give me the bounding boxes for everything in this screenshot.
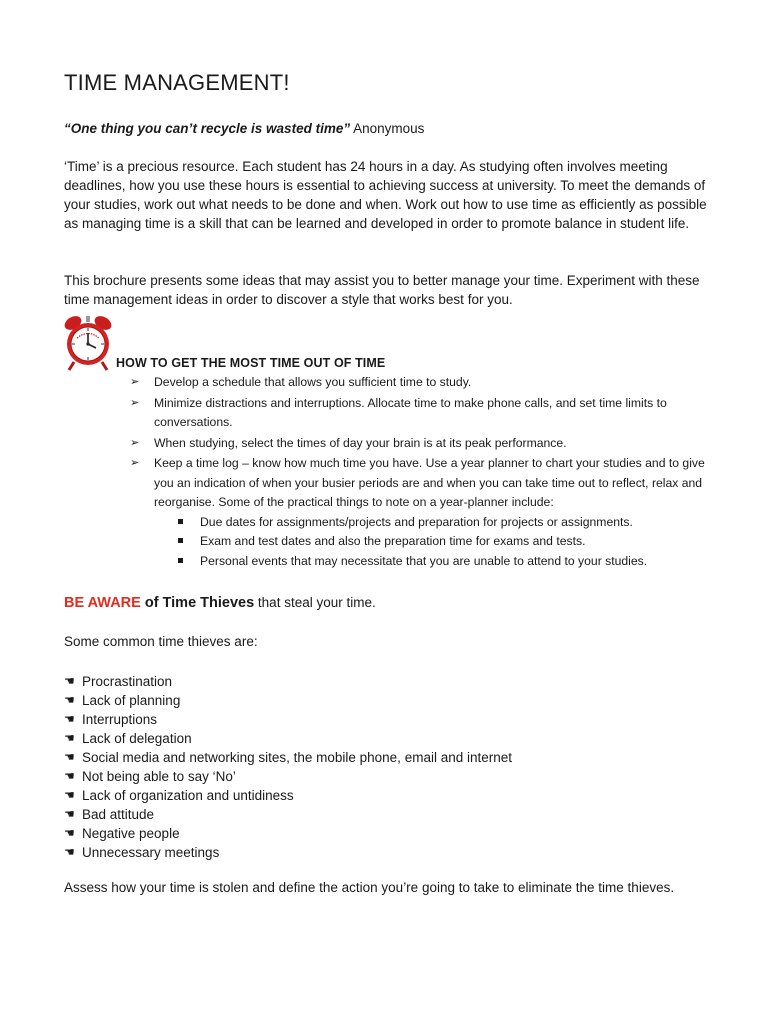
quote-text: “One thing you can’t recycle is wasted time” (64, 121, 351, 136)
brochure-paragraph: This brochure presents some ideas that may assist you to better manage your time. Experiment with these time management ideas in order to discover a style that works best for you. (64, 273, 700, 307)
arrow-bullet-icon: ➢ (130, 396, 140, 409)
pointing-hand-icon: ☚ (64, 807, 75, 821)
closing-paragraph: Assess how your time is stolen and define the action you’re going to take to eliminate the time thieves. (64, 880, 675, 895)
thief-text: Not being able to say ‘No’ (82, 769, 236, 784)
pointing-hand-icon: ☚ (64, 674, 75, 688)
section-heading: HOW TO GET THE MOST TIME OUT OF TIME (116, 356, 386, 370)
pointing-hand-icon: ☚ (64, 788, 75, 802)
pointing-hand-icon: ☚ (64, 845, 75, 859)
tip-text: Keep a time log – know how much time you have. Use a year planner to chart your studies and to give you an indication of when your busier periods are and when you can take time out to reflect, relax and reorganise. Some of the practical things to note on a year-planner include: (154, 456, 705, 509)
common-thieves-intro: Some common time thieves are: (64, 634, 258, 649)
list-item (64, 748, 512, 767)
thieves-list (64, 672, 512, 862)
list-item (130, 454, 710, 571)
arrow-bullet-icon: ➢ (130, 436, 140, 449)
list-item (64, 710, 512, 729)
list-item (64, 786, 512, 805)
sub-item-text: Due dates for assignments/projects and preparation for projects or assignments. (200, 514, 633, 529)
thief-text: Negative people (82, 826, 180, 841)
time-thieves-label: of Time Thieves (140, 595, 255, 611)
arrow-bullet-icon: ➢ (130, 376, 140, 388)
page-title: TIME MANAGEMENT! (64, 70, 290, 95)
sub-item-text: Personal events that may necessitate that you are unable to attend to your studies. (200, 553, 648, 568)
intro-paragraph: ‘Time’ is a precious resource. Each student has 24 hours in a day. As studying often involves meeting deadlines, how you use these hours is essential to achieving success at university. To meet the demands of your studies, work out what needs to be done and when. Work out how to use time as efficiently as possible as managing time is a skill that can be learned and developed in order to promote balance in student life. (64, 159, 707, 231)
pointing-hand-icon: ☚ (64, 826, 75, 840)
tip-text: Minimize distractions and interruptions. Allocate time to make phone calls, and set time limits to conversations. (154, 395, 667, 429)
list-item (64, 805, 512, 824)
list-item (130, 373, 710, 393)
pointing-hand-icon: ☚ (64, 750, 75, 764)
list-item (64, 729, 512, 748)
be-aware-label: BE AWARE (64, 595, 141, 611)
steal-time-label: that steal your time. (254, 595, 376, 610)
square-bullet-icon (178, 558, 183, 563)
pointing-hand-icon: ☚ (64, 731, 75, 745)
list-item (64, 691, 512, 710)
list-item (130, 394, 710, 433)
thief-text: Lack of planning (82, 693, 181, 708)
tip-text: When studying, select the times of day your brain is at its peak performance. (154, 435, 567, 450)
thief-text: Unnecessary meetings (82, 845, 220, 860)
list-item (154, 513, 710, 533)
time-thieves-heading (64, 595, 376, 611)
alarm-clock-icon (62, 314, 114, 372)
list-item (64, 767, 512, 786)
pointing-hand-icon: ☚ (64, 693, 75, 707)
thief-text: Procrastination (82, 674, 173, 689)
pointing-hand-icon: ☚ (64, 712, 75, 726)
pointing-hand-icon: ☚ (64, 769, 75, 783)
thief-text: Interruptions (82, 712, 158, 727)
year-planner-list (154, 513, 710, 572)
list-item (64, 824, 512, 843)
sub-item-text: Exam and test dates and also the preparation time for exams and tests. (200, 534, 586, 548)
list-item (64, 843, 512, 862)
quote-author: Anonymous (350, 121, 425, 136)
list-item (154, 552, 710, 572)
tip-text: Develop a schedule that allows you sufficient time to study. (154, 375, 472, 389)
quote-line (64, 121, 424, 136)
tips-list (130, 373, 710, 572)
list-item (130, 434, 710, 454)
thief-text: Social media and networking sites, the mobile phone, email and internet (82, 750, 513, 765)
list-item (64, 672, 512, 691)
square-bullet-icon (178, 519, 183, 524)
thief-text: Lack of organization and untidiness (82, 788, 294, 803)
thief-text: Bad attitude (82, 807, 155, 822)
thief-text: Lack of delegation (82, 731, 192, 746)
list-item (154, 532, 710, 552)
arrow-bullet-icon: ➢ (130, 457, 140, 469)
square-bullet-icon (178, 538, 183, 543)
